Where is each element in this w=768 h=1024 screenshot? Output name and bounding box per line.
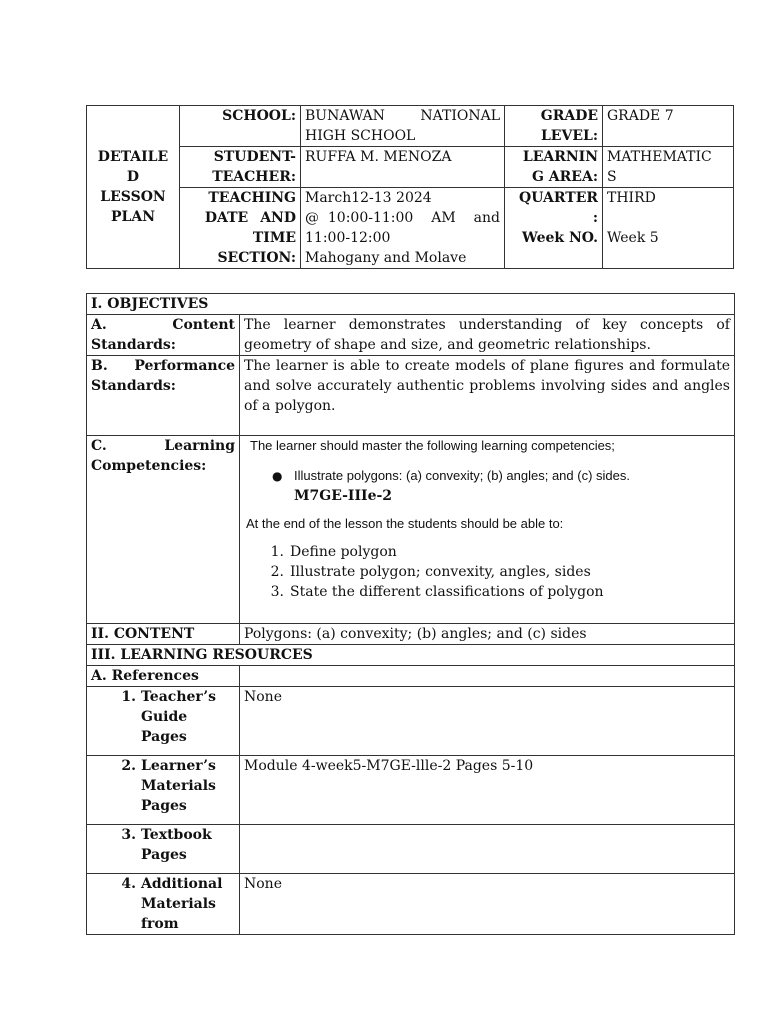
- objectives-heading: I. OBJECTIVES: [87, 294, 735, 315]
- reference-value: Module 4-week5-M7GE-llle-2 Pages 5-10: [240, 756, 735, 825]
- header-table: [86, 105, 734, 269]
- section-value: Mahogany and Molave: [305, 250, 467, 266]
- learning-area-label: LEARNIN G AREA:: [505, 147, 603, 188]
- reference-value: [240, 825, 735, 874]
- grade-level-label: GRADE LEVEL:: [505, 106, 603, 147]
- student-teacher-label: STUDENT- TEACHER:: [180, 147, 301, 188]
- school-label: SCHOOL:: [180, 106, 301, 147]
- list-item: 1. Define polygon: [270, 544, 397, 560]
- learning-competencies-label: C. Learning Competencies:: [87, 436, 240, 624]
- teaching-date-value: March12-13 2024 @ 10:00-11:00 AM and 11:00-12:00 Mahogany and Molave: [301, 188, 505, 269]
- performance-standards-label: B. Performance Standards:: [87, 356, 240, 436]
- lesson-objectives-list: [244, 542, 730, 602]
- learning-resources-heading: III. LEARNING RESOURCES: [87, 645, 735, 666]
- bullet-icon: ●: [272, 469, 283, 483]
- content-heading: II. CONTENT: [87, 624, 240, 645]
- school-value: BUNAWAN NATIONAL HIGH SCHOOL: [301, 106, 505, 147]
- reference-value: None: [240, 687, 735, 756]
- competencies-intro: The learner should master the following learning competencies;: [250, 438, 615, 453]
- teaching-date-label: TEACHING DATE AND TIME SECTION:: [180, 188, 301, 269]
- learning-competencies-text: [240, 436, 735, 624]
- quarter-value: THIRD Week 5: [603, 188, 734, 269]
- list-item: 3. State the different classifications of polygon: [270, 584, 604, 600]
- learning-area-value: MATHEMATIC S: [603, 147, 734, 188]
- competency-code: M7GE-IIIe-2: [294, 488, 393, 504]
- reference-value: None: [240, 874, 735, 935]
- lesson-table: [86, 293, 735, 935]
- reference-label: 3. Textbook Pages: [87, 825, 240, 874]
- student-teacher-value: RUFFA M. MENOZA: [301, 147, 505, 188]
- week-value: Week 5: [607, 230, 659, 246]
- competency-item: ● Illustrate polygons: (a) convexity; (b) angles; and (c) sides. M7GE-IIIe-2: [272, 468, 630, 504]
- references-heading: A. References: [87, 666, 240, 687]
- list-item: 2. Illustrate polygon; convexity, angles, sides: [270, 564, 591, 580]
- end-of-lesson-text: At the end of the lesson the students should be able to:: [246, 516, 564, 531]
- grade-level-value: GRADE 7: [603, 106, 734, 147]
- quarter-label: QUARTER : Week NO.: [505, 188, 603, 269]
- content-standards-label: A. Content Standards:: [87, 315, 240, 356]
- reference-label: 1. Teacher’s Guide Pages: [87, 687, 240, 756]
- reference-label: 4. Additional Materials from: [87, 874, 240, 935]
- lesson-plan-title: DETAILE D LESSON PLAN: [87, 106, 180, 269]
- performance-standards-text: The learner is able to create models of plane figures and formulate and solve accurately authentic problems involving sides and angles of a polygon.: [240, 356, 735, 436]
- content-standards-text: The learner demonstrates understanding of key concepts of geometry of shape and size, and geometric relationships.: [240, 315, 735, 356]
- content-value: Polygons: (a) convexity; (b) angles; and (c) sides: [240, 624, 735, 645]
- reference-label: 2. Learner’s Materials Pages: [87, 756, 240, 825]
